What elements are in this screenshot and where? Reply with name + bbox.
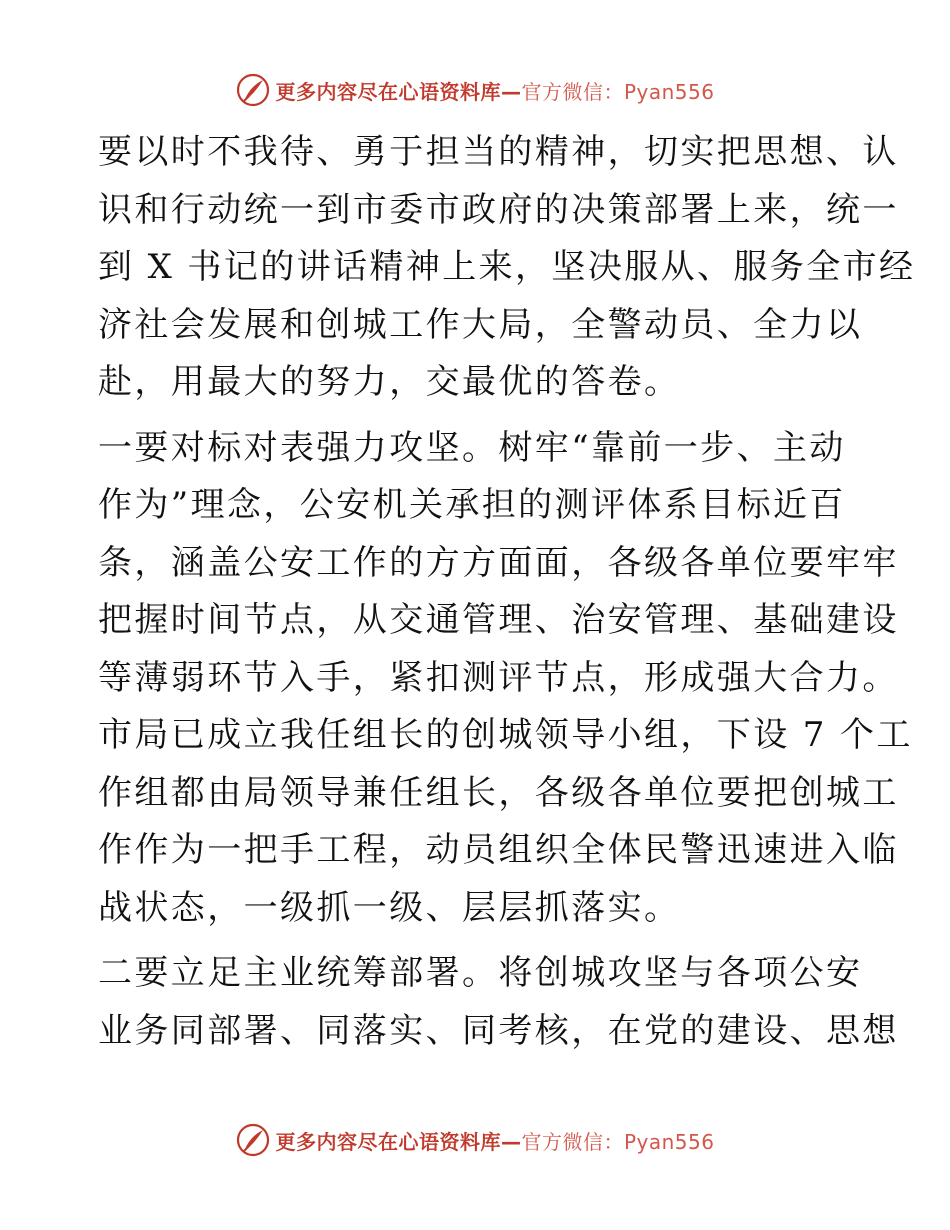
text-line: 二要立足主业统筹部署。将创城攻坚与各项公安: [98, 953, 863, 993]
text-line: 市局已成立我任组长的创城领导小组，下设 7 个工: [98, 715, 913, 755]
banner-main-text: 更多内容尽在心语资料库—: [275, 79, 522, 104]
banner-text: [275, 1126, 714, 1155]
feather-seal-icon: [235, 1122, 271, 1158]
banner-main-text: 更多内容尽在心语资料库—: [275, 1129, 522, 1154]
document-body: [98, 124, 916, 1068]
paragraph-2: [98, 420, 913, 938]
banner-wechat-text: 官方微信：Pyan556: [521, 79, 715, 104]
text-line: 到 X 书记的讲话精神上来，坚决服从、服务全市经: [98, 247, 916, 287]
text-line: 条，涵盖公安工作的方方面面，各级各单位要牢牢: [98, 542, 899, 583]
text-line: 济社会发展和创城工作大局，全警动员、全力以: [98, 304, 863, 345]
text-line: 战状态，一级抓一级、层层抓落实。: [98, 887, 681, 928]
text-line: 业务同部署、同落实、同考核，在党的建设、思想: [98, 1010, 899, 1051]
header-watermark-banner: [0, 70, 950, 110]
text-line: 赴，用最大的努力，交最优的答卷。: [98, 362, 681, 402]
text-line: 作组都由局领导兼任组长，各级各单位要把创城工: [98, 772, 899, 813]
feather-seal-icon: [235, 72, 271, 108]
text-line: 把握时间节点，从交通管理、治安管理、基础建设: [98, 600, 899, 640]
paragraph-3: [98, 945, 899, 1060]
text-line: 一要对标对表强力攻坚。树牢“靠前一步、主动: [98, 427, 846, 468]
text-line: 作为”理念，公安机关承担的测评体系目标近百: [98, 485, 846, 525]
text-line: 要以时不我待、勇于担当的精神，切实把思想、认: [98, 132, 899, 172]
footer-watermark-banner: [0, 1120, 950, 1160]
banner-text: [275, 76, 714, 105]
text-line: 作作为一把手工程，动员组织全体民警迅速进入临: [98, 830, 899, 870]
text-line: 识和行动统一到市委市政府的决策部署上来，统一: [98, 189, 899, 230]
paragraph-1: [98, 124, 916, 412]
banner-wechat-text: 官方微信：Pyan556: [521, 1129, 715, 1154]
text-line: 等薄弱环节入手，紧扣测评节点，形成强大合力。: [98, 657, 899, 698]
